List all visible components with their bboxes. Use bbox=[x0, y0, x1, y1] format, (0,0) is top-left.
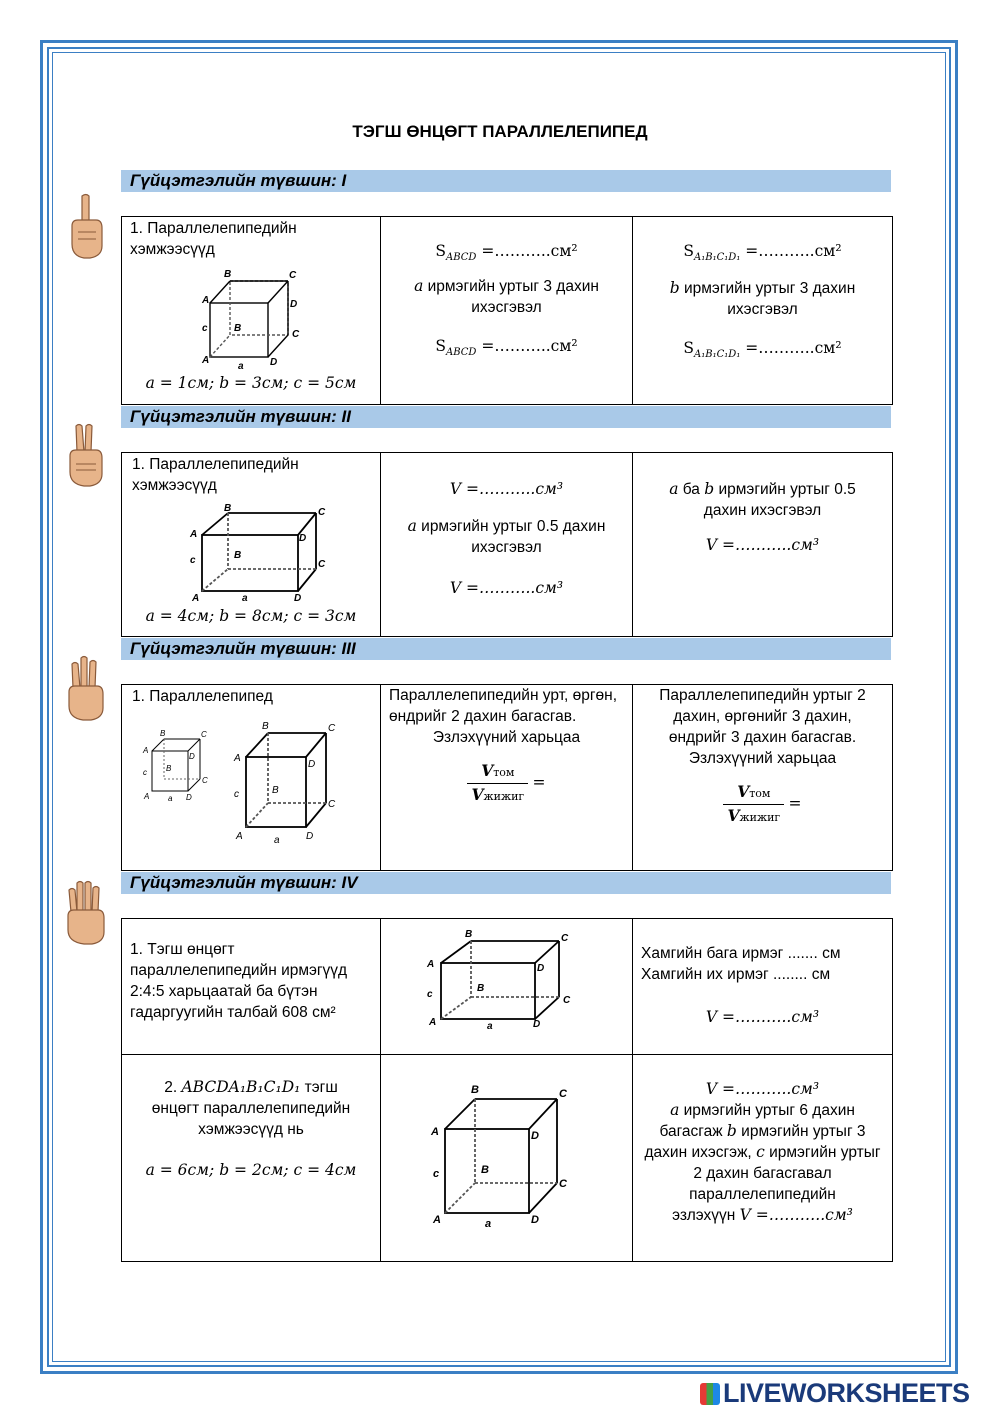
svg-text:D: D bbox=[294, 593, 302, 604]
level-4-max-edge: Хамгийн их ирмэг ........ см bbox=[641, 966, 831, 983]
two-finger-hand-icon bbox=[64, 420, 106, 492]
svg-text:B: B bbox=[234, 323, 242, 334]
level-1-right-cell: $S_{A_1B_1C_1D_1}$ =………..см² b ирмэгийн уртыг 3 дахин ихэсгэвэл $S_{A_1B_1C_1D_1}$ =………..см² bbox=[633, 217, 893, 405]
svg-text:A: A bbox=[429, 1017, 437, 1028]
level-4-table bbox=[121, 918, 893, 1262]
svg-text:C: C bbox=[201, 730, 207, 739]
svg-text:a: a bbox=[242, 593, 248, 604]
svg-text:A: A bbox=[234, 753, 241, 764]
level-3-fraction-1: $\frac{\text{Vтом}}{\text{Vжижиг}}$ = bbox=[381, 760, 632, 807]
svg-text:B: B bbox=[166, 764, 172, 773]
box-diagram-4b bbox=[427, 1077, 577, 1230]
level-1-b-increase: ирмэгийн уртыг 3 дахин ихэсгэвэл bbox=[683, 280, 856, 318]
svg-text:B: B bbox=[477, 983, 485, 994]
level-2-right-cell: a ба b ирмэгийн уртыг 0.5 дахин ихэсгэвэл V =………..см³ bbox=[633, 453, 893, 637]
svg-text:a: a bbox=[487, 1021, 493, 1032]
svg-text:a: a bbox=[168, 794, 173, 803]
level-2-header: Гүйцэтгэлийн түвшин: II bbox=[121, 406, 891, 428]
level-3-header: Гүйцэтгэлийн түвшин: III bbox=[121, 638, 891, 660]
three-finger-hand-icon bbox=[64, 654, 106, 726]
level-4-task-1-cell bbox=[122, 919, 381, 1055]
svg-text:D: D bbox=[537, 963, 545, 974]
svg-text:D: D bbox=[270, 357, 278, 368]
level-2-figure-cell bbox=[122, 453, 381, 637]
svg-text:C: C bbox=[289, 270, 297, 281]
svg-text:A: A bbox=[143, 746, 149, 755]
svg-text:C: C bbox=[328, 799, 336, 810]
svg-text:c: c bbox=[433, 1168, 440, 1180]
svg-text:A: A bbox=[427, 959, 435, 970]
svg-text:c: c bbox=[234, 789, 239, 800]
svg-text:a: a bbox=[274, 835, 280, 846]
level-4-transform-text: a ирмэгийн уртыг 6 дахин багасгаж b ирмэгийн уртыг 3 дахин ихэсгэж, c ирмэгийн уртыг 2 дахин багасгавал параллелепипедийн bbox=[644, 1101, 881, 1203]
svg-text:A: A bbox=[236, 831, 243, 842]
svg-text:D: D bbox=[306, 831, 314, 842]
level-3-figure-cell bbox=[122, 685, 381, 871]
svg-text:B: B bbox=[224, 269, 232, 280]
level-1-mid-cell: $S_{ABCD}$ =………..см² a ирмэгийн уртыг 3 дахин ихэсгэвэл $S_{ABCD}$ =………..см² bbox=[381, 217, 633, 405]
small-box-diagram bbox=[138, 723, 218, 803]
svg-text:C: C bbox=[318, 507, 326, 518]
box-diagram-2 bbox=[182, 501, 332, 604]
level-1-header: Гүйцэтгэлийн түвшин: I bbox=[121, 170, 891, 192]
svg-text:c: c bbox=[427, 989, 433, 1000]
svg-text:A: A bbox=[433, 1214, 441, 1226]
level-4-answer-2-cell bbox=[633, 1055, 893, 1262]
level-3-mid-text: Параллелепипедийн урт, өргөн, өндрийг 2 дахин багасгав. bbox=[389, 687, 618, 725]
svg-text:A: A bbox=[144, 792, 150, 801]
svg-text:A: A bbox=[192, 593, 200, 604]
level-2-v-blank-3: V =………..см³ bbox=[705, 536, 820, 554]
svg-text:B: B bbox=[272, 785, 279, 796]
svg-text:D: D bbox=[186, 793, 192, 802]
level-1-task: 1. Параллелепипедийн хэмжээсүүд bbox=[130, 220, 297, 258]
svg-text:B: B bbox=[262, 721, 269, 732]
level-3-fraction-2: $\frac{\text{Vтом}}{\text{Vжижиг}}$ = bbox=[633, 781, 892, 828]
level-3-ratio-label: Эзлэхүүний харьцаа bbox=[432, 729, 581, 746]
level-3-ratio-label-2: Эзлэхүүний харьцаа bbox=[688, 750, 837, 767]
svg-text:C: C bbox=[561, 933, 569, 944]
svg-text:C: C bbox=[563, 995, 571, 1006]
level-2-ab-half: ирмэгийн уртыг 0.5 дахин ихэсгэвэл bbox=[703, 481, 856, 519]
svg-text:C: C bbox=[202, 776, 208, 785]
svg-text:B: B bbox=[224, 503, 232, 514]
svg-text:B: B bbox=[465, 929, 473, 940]
level-3-mid-cell bbox=[381, 685, 633, 871]
liveworksheets-logo[interactable]: LIVEWORKSHEETS bbox=[700, 1378, 970, 1409]
svg-text:C: C bbox=[559, 1088, 567, 1100]
large-box-diagram bbox=[230, 715, 340, 845]
level-1-s-a1: $S_{A_1B_1C_1D_1}$ =………..см² bbox=[683, 242, 842, 264]
svg-text:C: C bbox=[559, 1178, 567, 1190]
svg-text:A: A bbox=[190, 529, 198, 540]
svg-text:D: D bbox=[531, 1214, 539, 1226]
svg-text:c: c bbox=[143, 768, 147, 777]
svg-text:C: C bbox=[292, 329, 300, 340]
level-2-table bbox=[121, 452, 893, 637]
svg-text:D: D bbox=[189, 752, 195, 761]
level-4-dims: a = 6см; b = 2см; c = 4см bbox=[145, 1161, 357, 1179]
box-diagram-4a bbox=[421, 927, 591, 1032]
logo-icon bbox=[700, 1383, 720, 1405]
level-2-v-blank: V =………..см³ bbox=[449, 480, 564, 498]
level-1-s-abcd-2: $S_{ABCD}$ =………..см² bbox=[435, 337, 578, 359]
level-1-figure-cell bbox=[122, 217, 381, 405]
svg-text:C: C bbox=[328, 723, 336, 734]
four-finger-hand-icon bbox=[64, 878, 106, 950]
one-finger-hand-icon bbox=[64, 192, 106, 264]
svg-text:B: B bbox=[160, 729, 166, 738]
level-3-right-text: Параллелепипедийн уртыг 2 дахин, өргөнийг 3 дахин, өндрийг 3 дахин багасгав. bbox=[659, 687, 866, 746]
svg-text:D: D bbox=[299, 533, 307, 544]
level-4-figure-1-cell bbox=[381, 919, 633, 1055]
level-1-s-abcd: $S_{ABCD}$ =………..см² bbox=[435, 242, 578, 264]
level-2-dims: a = 4см; b = 8см; c = 3см bbox=[145, 607, 357, 625]
level-1-table bbox=[121, 216, 893, 405]
svg-text:A: A bbox=[202, 295, 210, 306]
box-diagram-1 bbox=[192, 265, 312, 372]
level-3-task: 1. Параллелепипед bbox=[132, 688, 273, 705]
level-3-right-cell bbox=[633, 685, 893, 871]
svg-text:D: D bbox=[290, 299, 298, 310]
svg-text:C: C bbox=[318, 559, 326, 570]
level-1-a-increase: ирмэгийн уртыг 3 дахин ихэсгэвэл bbox=[427, 278, 599, 316]
level-1-s-a1-2: $S_{A_1B_1C_1D_1}$ =………..см² bbox=[683, 339, 842, 361]
level-4-volume-line: эзлэхүүн V =………..см³ bbox=[672, 1206, 853, 1224]
level-3-table bbox=[121, 684, 893, 871]
svg-text:B: B bbox=[481, 1164, 489, 1176]
level-4-v-blank: V =………..см³ bbox=[705, 1008, 820, 1026]
svg-text:A: A bbox=[202, 355, 210, 366]
level-2-a-half: ирмэгийн уртыг 0.5 дахин ихэсгэвэл bbox=[421, 518, 606, 556]
svg-text:D: D bbox=[531, 1130, 539, 1142]
level-2-mid-cell: V =………..см³ a ирмэгийн уртыг 0.5 дахин ихэсгэвэл V =………..см³ bbox=[381, 453, 633, 637]
svg-text:a: a bbox=[485, 1218, 492, 1230]
svg-text:c: c bbox=[190, 555, 196, 566]
svg-text:B: B bbox=[471, 1084, 479, 1096]
level-4-header: Гүйцэтгэлийн түвшин: IV bbox=[121, 872, 891, 894]
level-1-dims: a = 1см; b = 3см; c = 5см bbox=[145, 374, 357, 392]
level-4-task-2-cell bbox=[122, 1055, 381, 1262]
svg-text:D: D bbox=[308, 759, 316, 770]
level-2-task: 1. Параллелепипедийн хэмжээсүүд bbox=[132, 456, 299, 494]
svg-text:c: c bbox=[202, 323, 208, 334]
level-2-v-blank-2: V =………..см³ bbox=[449, 579, 564, 597]
level-4-min-edge: Хамгийн бага ирмэг ....... см bbox=[641, 945, 841, 962]
level-4-task-1: 1. Тэгш өнцөгт параллелепипедийн ирмэгүүд 2:4:5 харьцаатай ба бүтэн гадаргуугийн талбай 608 см² bbox=[130, 941, 348, 1021]
svg-text:A: A bbox=[431, 1126, 439, 1138]
svg-text:B: B bbox=[234, 550, 242, 561]
level-4-task-2: 2. ABCDA₁B₁C₁D₁ тэгш өнцөгт параллелепипедийн хэмжээсүүд нь bbox=[151, 1078, 351, 1138]
svg-text:D: D bbox=[533, 1019, 541, 1030]
svg-text:a: a bbox=[238, 361, 244, 372]
level-4-v-blank-2: V =………..см³ bbox=[705, 1080, 820, 1098]
page-title: ТЭГШ ӨНЦӨГТ ПАРАЛЛЕЛЕПИПЕД bbox=[352, 122, 648, 141]
level-4-answer-1-cell bbox=[633, 919, 893, 1055]
level-4-figure-2-cell bbox=[381, 1055, 633, 1262]
